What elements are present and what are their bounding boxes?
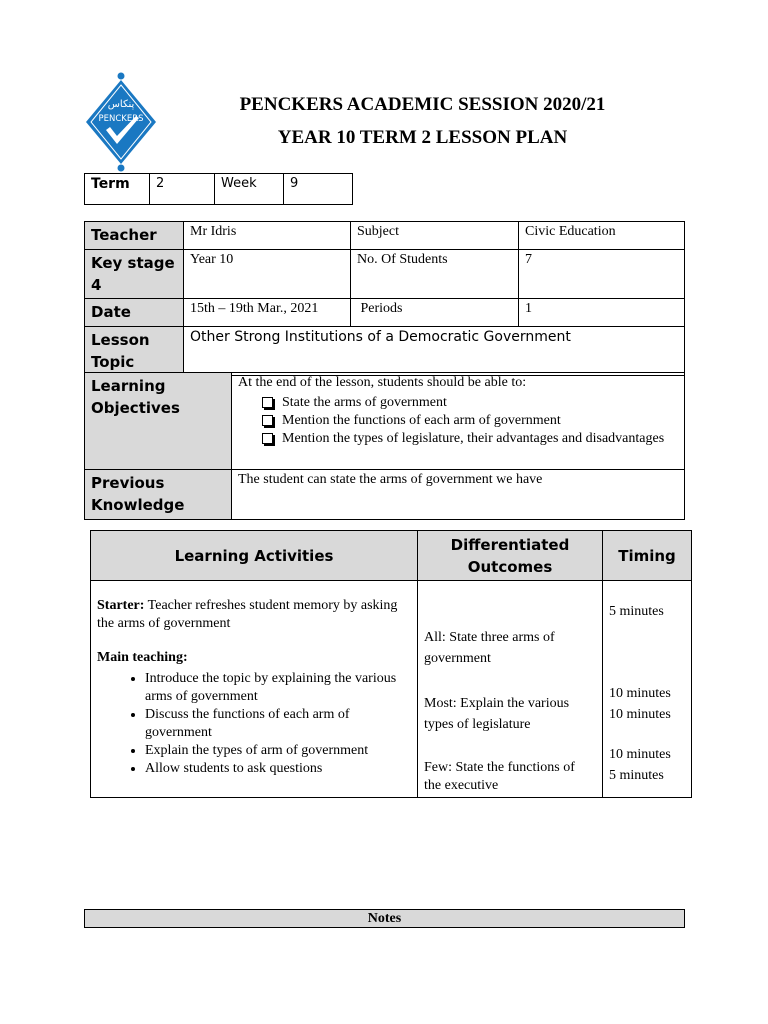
subject-label: Subject xyxy=(351,222,519,250)
checkbox-icon xyxy=(262,415,273,426)
objective-item: Mention the functions of each arm of government xyxy=(260,412,678,430)
outcomes-header: Differentiated Outcomes xyxy=(418,531,603,581)
objectives-intro: At the end of the lesson, students should be able to: xyxy=(238,375,527,390)
checkbox-icon xyxy=(262,397,273,408)
list-item: • Explain the types of arm of government xyxy=(145,742,411,760)
main-teaching-list xyxy=(97,670,411,778)
periods-label: Periods xyxy=(351,299,519,327)
topic-value: Other Strong Institutions of a Democratic Government xyxy=(184,327,685,376)
page-subtitle: YEAR 10 TERM 2 LESSON PLAN xyxy=(277,127,568,148)
outcome-few: Few: State the functions of the executive xyxy=(424,760,575,793)
students-label: No. Of Students xyxy=(351,250,519,299)
previous-knowledge-value: The student can state the arms of government we have xyxy=(232,470,685,520)
activities-table xyxy=(90,530,692,798)
timing-starter: 5 minutes xyxy=(609,604,664,619)
page-title: PENCKERS ACADEMIC SESSION 2020/21 xyxy=(239,94,606,115)
term-week-table xyxy=(84,173,353,205)
objectives-table xyxy=(84,372,685,520)
key-stage-value: Year 10 xyxy=(184,250,351,299)
list-item: • Discuss the functions of each arm of government xyxy=(145,706,411,742)
week-label: Week xyxy=(215,174,284,205)
list-item: • Introduce the topic by explaining the various arms of government xyxy=(145,670,411,706)
timing-item: 10 minutes xyxy=(609,686,671,701)
week-value: 9 xyxy=(284,174,353,205)
objectives-list xyxy=(238,394,678,448)
teacher-value: Mr Idris xyxy=(184,222,351,250)
objectives-label: Learning Objectives xyxy=(85,373,232,470)
starter-text: Starter: Teacher refreshes student memory by asking the arms of government xyxy=(97,598,398,631)
term-value: 2 xyxy=(150,174,215,205)
timing-item: 5 minutes xyxy=(609,768,664,783)
periods-value: 1 xyxy=(519,299,685,327)
list-item: • Allow students to ask questions xyxy=(145,760,411,778)
term-label: Term xyxy=(85,174,150,205)
previous-knowledge-label: Previous Knowledge xyxy=(85,470,232,520)
timing-header: Timing xyxy=(603,531,692,581)
penckers-logo xyxy=(84,72,158,172)
activities-header: Learning Activities xyxy=(91,531,418,581)
lesson-details-table xyxy=(84,221,685,376)
timing-item: 10 minutes xyxy=(609,747,671,762)
topic-label: Lesson Topic xyxy=(85,327,184,376)
date-label: Date xyxy=(85,299,184,327)
objective-item: State the arms of government xyxy=(260,394,678,412)
students-value: 7 xyxy=(519,250,685,299)
timing-item: 10 minutes xyxy=(609,707,671,722)
subject-value: Civic Education xyxy=(519,222,685,250)
objective-item: Mention the types of legislature, their advantages and disadvantages xyxy=(260,430,678,448)
date-value: 15th – 19th Mar., 2021 xyxy=(184,299,351,327)
checkbox-icon xyxy=(262,433,273,444)
notes-bar: Notes xyxy=(84,909,685,928)
teacher-label: Teacher xyxy=(85,222,184,250)
logo-text: PENCKERS xyxy=(98,114,144,124)
logo-arabic-text: پنکاس xyxy=(107,99,135,110)
key-stage-label: Key stage 4 xyxy=(85,250,184,299)
main-teaching-label: Main teaching: xyxy=(97,650,188,665)
outcome-most: Most: Explain the various types of legislature xyxy=(424,696,570,732)
outcome-all: All: State three arms of government xyxy=(424,630,555,666)
